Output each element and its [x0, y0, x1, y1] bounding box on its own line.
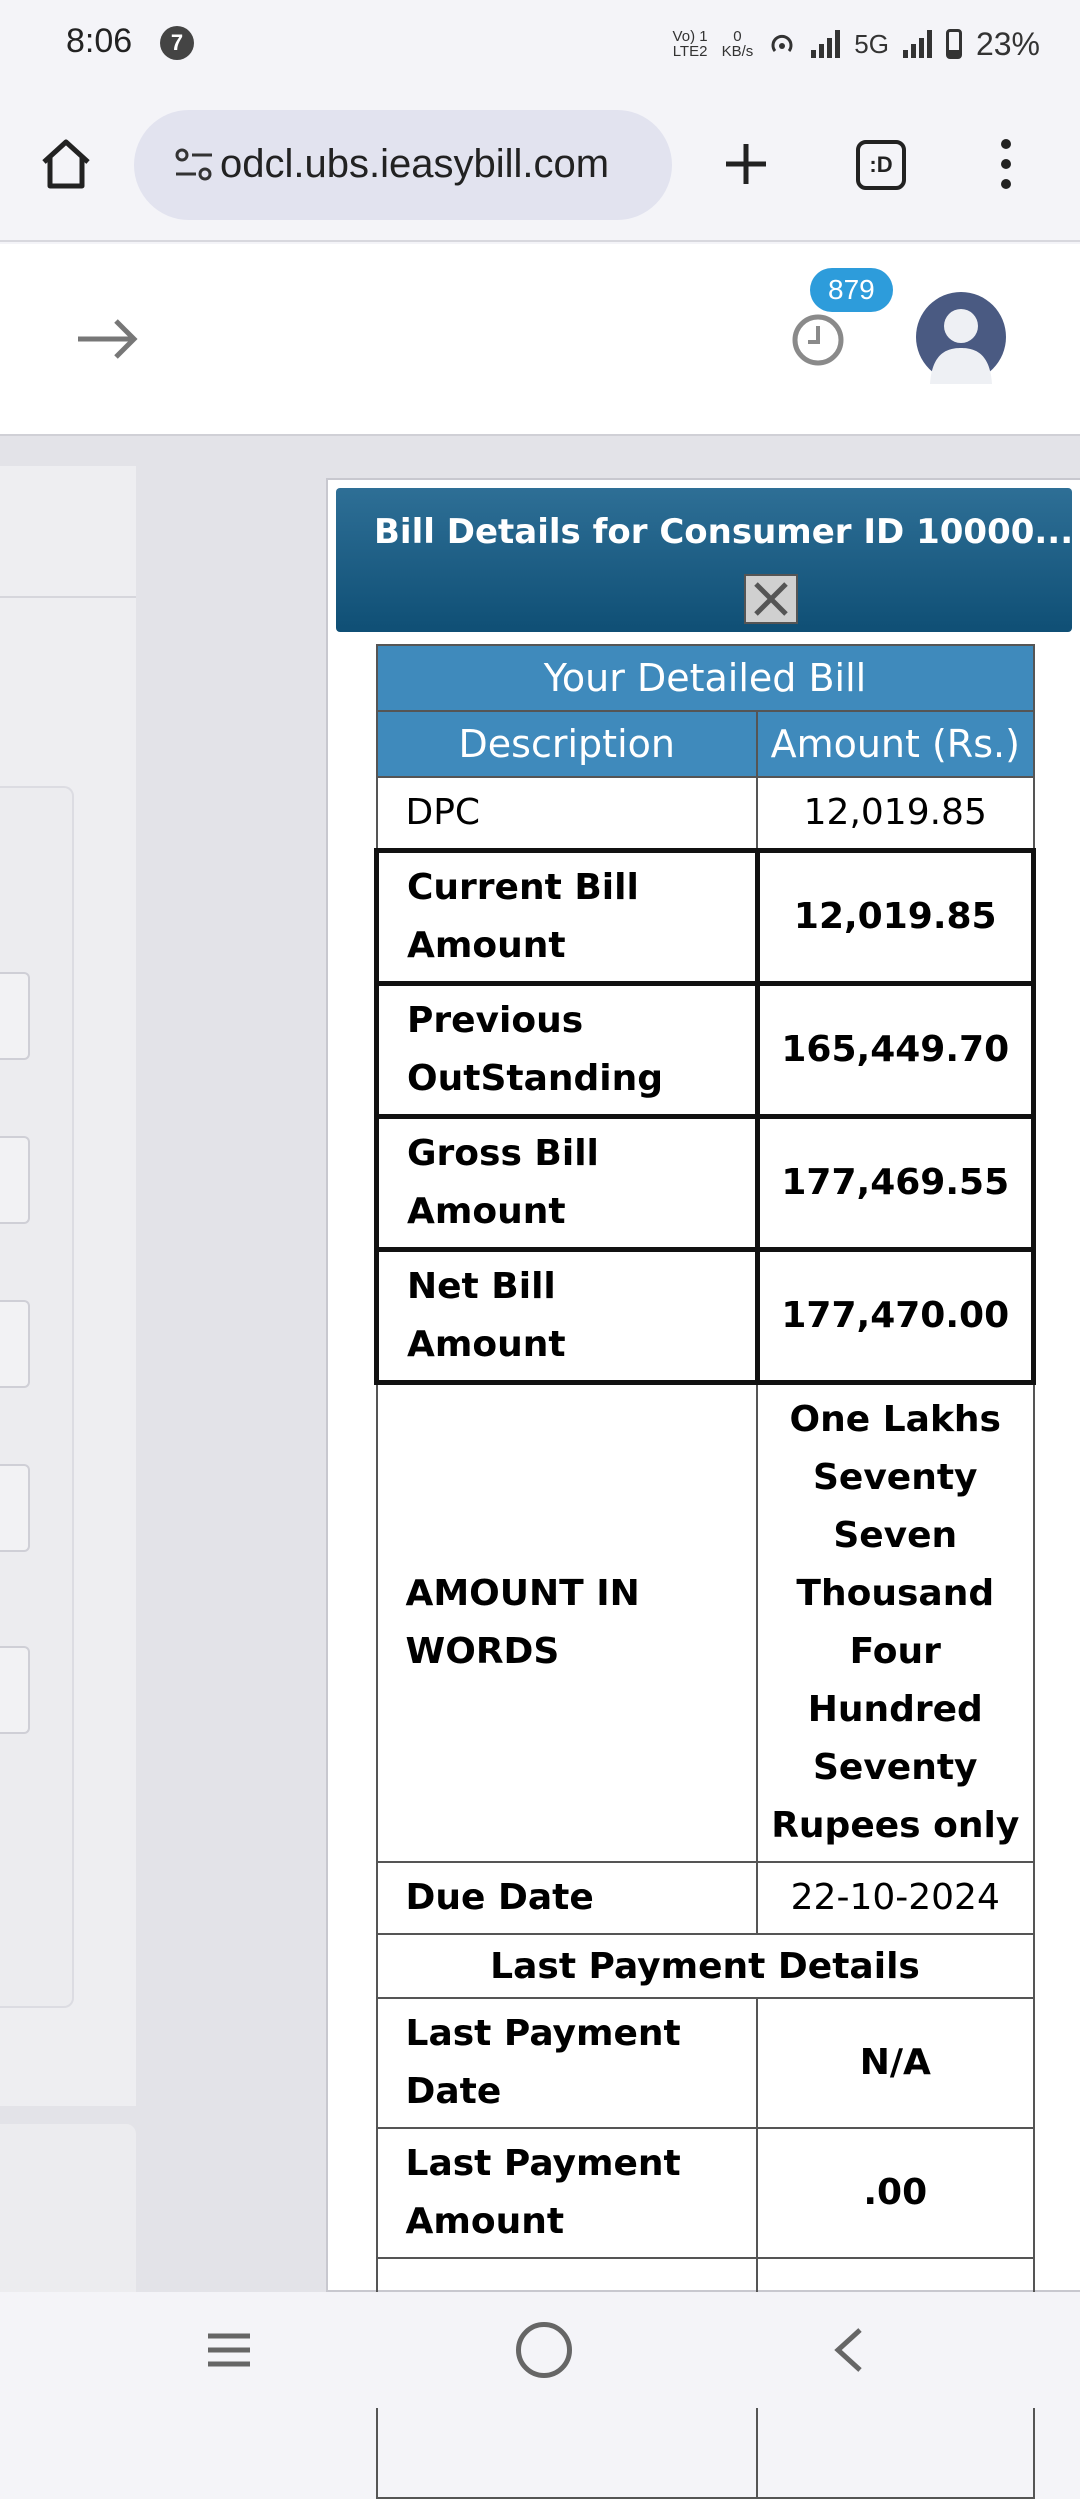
network-speed: 0 KB/s	[721, 28, 754, 60]
row-label: Current Bill Amount	[377, 851, 758, 984]
table-row	[377, 851, 1034, 984]
bill-heading: Your Detailed Bill	[377, 645, 1034, 711]
modal-header	[336, 488, 1072, 632]
bill-details-modal	[326, 478, 1080, 2292]
notification-count-badge: 7	[160, 26, 194, 60]
divider	[0, 596, 136, 598]
table-row	[377, 1862, 1034, 1934]
column-header-description: Description	[377, 711, 758, 777]
row-value: N/A	[757, 1998, 1033, 2128]
row-value: 177,469.55	[757, 1117, 1033, 1250]
last-payment-heading: Last Payment Details	[377, 1934, 1034, 1998]
system-nav-bar	[0, 2292, 1080, 2408]
arrow-right-icon[interactable]	[72, 304, 142, 374]
table-row	[377, 1998, 1034, 2128]
background-form-card	[0, 786, 74, 2008]
address-bar[interactable]	[134, 110, 672, 220]
history-count-badge[interactable]: 879	[810, 268, 893, 312]
row-label: DPC	[377, 777, 758, 851]
row-label: Last Payment Amount	[377, 2128, 758, 2258]
battery-percent: 23%	[975, 25, 1040, 62]
table-row	[377, 777, 1034, 851]
background-input[interactable]	[0, 1646, 30, 1734]
row-label: Gross Bill Amount	[377, 1117, 758, 1250]
volte-indicator: Vo) 1 LTE2	[672, 28, 708, 60]
background-card	[0, 2124, 136, 2294]
background-input[interactable]	[0, 1136, 30, 1224]
url-text[interactable]: odcl.ubs.ieasybill.com	[220, 142, 610, 186]
back-icon[interactable]	[830, 2326, 866, 2374]
column-header-amount: Amount (Rs.)	[757, 711, 1033, 777]
background-input[interactable]	[0, 1464, 30, 1552]
nav-home-button[interactable]	[516, 2322, 572, 2378]
user-icon	[916, 292, 1006, 382]
history-clock-icon[interactable]	[790, 312, 846, 368]
table-row	[377, 1117, 1034, 1250]
hotspot-icon	[767, 29, 797, 59]
more-options-icon[interactable]	[996, 134, 1016, 194]
row-value: One Lakhs Seventy Seven Thousand Four Hundred Seventy Rupees only	[757, 1383, 1033, 1863]
row-label: Net Bill Amount	[377, 1250, 758, 1383]
row-value: 177,470.00	[757, 1250, 1033, 1383]
tab-switcher-button[interactable]: :D	[856, 140, 906, 190]
signal-strength-icon-2	[903, 30, 932, 58]
site-settings-icon[interactable]	[174, 146, 214, 184]
row-value: 22-10-2024	[757, 1862, 1033, 1934]
app-header	[0, 244, 1080, 436]
modal-title: Bill Details for Consumer ID 10000...	[374, 512, 1074, 552]
row-label: Due Date	[377, 1862, 758, 1934]
row-value: 12,019.85	[757, 777, 1033, 851]
browser-toolbar	[0, 90, 1080, 242]
status-time: 8:06	[66, 22, 133, 60]
battery-icon	[946, 29, 962, 59]
row-label: AMOUNT IN WORDS	[377, 1383, 758, 1863]
new-tab-icon[interactable]	[716, 134, 776, 194]
row-label: Previous OutStanding	[377, 984, 758, 1117]
row-label: Last Payment Date	[377, 1998, 758, 2128]
row-value: .00	[757, 2128, 1033, 2258]
signal-strength-icon	[811, 30, 840, 58]
table-row	[377, 1250, 1034, 1383]
table-row	[377, 2128, 1034, 2258]
table-row	[377, 984, 1034, 1117]
status-icons	[673, 22, 1040, 66]
row-value: 12,019.85	[757, 851, 1033, 984]
home-icon[interactable]	[36, 134, 96, 194]
row-value: 165,449.70	[757, 984, 1033, 1117]
background-input[interactable]	[0, 1300, 30, 1388]
status-bar	[0, 0, 1080, 90]
close-button[interactable]	[744, 574, 798, 624]
close-icon	[746, 576, 796, 622]
background-input[interactable]	[0, 972, 30, 1060]
recent-apps-icon[interactable]	[206, 2330, 252, 2370]
table-row	[377, 1383, 1034, 1863]
avatar[interactable]	[916, 292, 1006, 382]
bill-table	[374, 644, 1036, 2499]
network-type: 5G	[854, 28, 889, 59]
